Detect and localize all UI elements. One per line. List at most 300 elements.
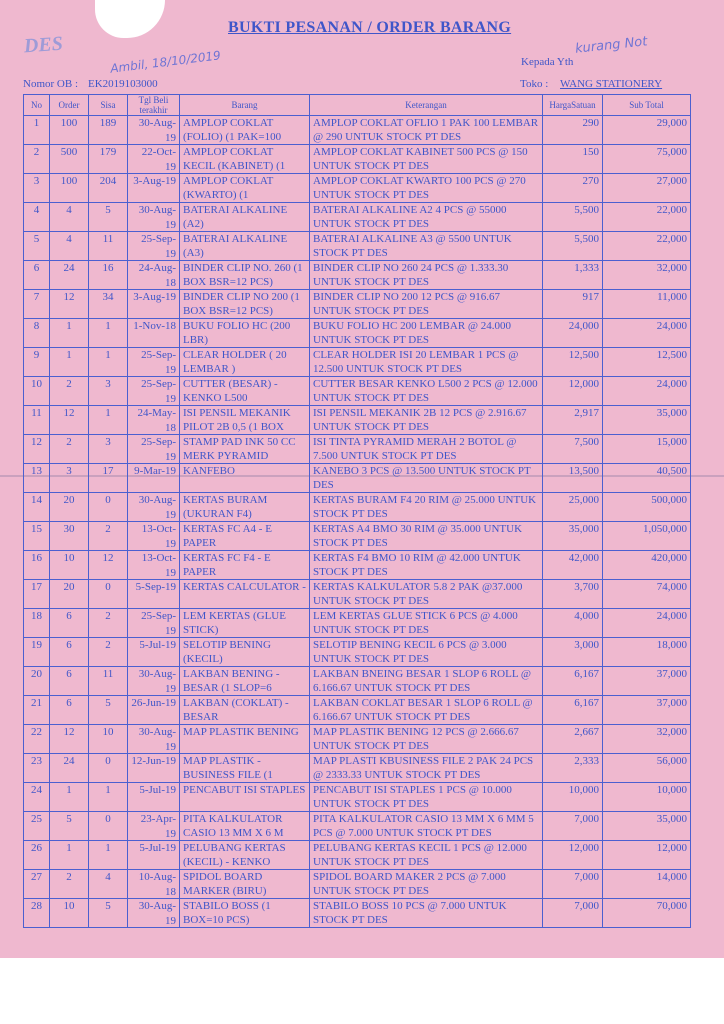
remaining-qty-text: 11 xyxy=(102,668,114,680)
torn-corner xyxy=(95,0,165,38)
unit-price xyxy=(543,667,603,696)
remaining-qty-text: 0 xyxy=(105,755,111,767)
row-number-text: 2 xyxy=(33,146,40,158)
row-number-text: 12 xyxy=(31,436,42,448)
last-purchase-date-text: 23-Apr-19 xyxy=(140,813,176,840)
item-description-text: LAKBAN COKLAT BESAR 1 SLOP 6 ROLL @ 6.166.67 UNTUK STOCK PT DES xyxy=(313,697,533,723)
sub-total-text: 35,000 xyxy=(656,813,687,825)
column-header-keterangan: Keterangan xyxy=(310,95,543,116)
row-number xyxy=(24,667,50,696)
remaining-qty xyxy=(89,174,128,203)
unit-price xyxy=(543,145,603,174)
unit-price-text: 24,000 xyxy=(568,320,599,332)
item-name-text: KERTAS FC F4 - E PAPER xyxy=(183,552,271,578)
item-description-text: BINDER CLIP NO 260 24 PCS @ 1.333.30 UNTUK STOCK PT DES xyxy=(313,262,509,288)
table-row xyxy=(24,174,691,203)
last-purchase-date xyxy=(128,580,180,609)
unit-price-text: 5,500 xyxy=(574,233,599,245)
store-name: WANG STATIONERY xyxy=(560,78,663,90)
table-row xyxy=(24,406,691,435)
order-qty-text: 1 xyxy=(66,842,72,854)
order-qty-text: 4 xyxy=(66,233,72,245)
last-purchase-date xyxy=(128,261,180,290)
unit-price-text: 10,000 xyxy=(568,784,599,796)
row-number xyxy=(24,899,50,928)
table-row xyxy=(24,696,691,725)
unit-price-text: 5,500 xyxy=(574,204,599,216)
last-purchase-date xyxy=(128,493,180,522)
last-purchase-date-text: 13-Oct-19 xyxy=(141,552,176,579)
row-number xyxy=(24,783,50,812)
sub-total-text: 24,000 xyxy=(656,320,687,332)
order-qty xyxy=(50,812,89,841)
last-purchase-date xyxy=(128,725,180,754)
unit-price-text: 13,500 xyxy=(568,465,599,477)
item-description-text: PELUBANG KERTAS KECIL 1 PCS @ 12.000 UNTUK STOCK PT DES xyxy=(313,842,527,868)
sub-total xyxy=(603,783,691,812)
item-description xyxy=(310,261,543,290)
order-qty xyxy=(50,580,89,609)
order-qty xyxy=(50,319,89,348)
order-qty xyxy=(50,377,89,406)
item-name xyxy=(180,348,310,377)
item-description-text: AMPLOP COKLAT KWARTO 100 PCS @ 270 UNTUK STOCK PT DES xyxy=(313,175,526,201)
last-purchase-date xyxy=(128,870,180,899)
row-number xyxy=(24,348,50,377)
last-purchase-date-text: 10-Aug-18 xyxy=(138,871,176,898)
unit-price-text: 12,000 xyxy=(568,842,599,854)
item-name-text: BINDER CLIP NO 200 (1 BOX BSR=12 PCS) xyxy=(183,291,300,317)
order-qty-text: 1 xyxy=(66,349,72,361)
sub-total xyxy=(603,406,691,435)
item-name-text: PELUBANG KERTAS (KECIL) - KENKO xyxy=(183,842,286,868)
remaining-qty xyxy=(89,232,128,261)
unit-price-text: 7,000 xyxy=(574,813,599,825)
item-description-text: MAP PLASTIK BENING 12 PCS @ 2.666.67 UNTUK STOCK PT DES xyxy=(313,726,519,752)
item-description xyxy=(310,493,543,522)
sub-total-text: 11,000 xyxy=(657,291,687,303)
sub-total-text: 32,000 xyxy=(656,262,687,274)
last-purchase-date xyxy=(128,174,180,203)
sub-total xyxy=(603,870,691,899)
table-row xyxy=(24,841,691,870)
item-name xyxy=(180,290,310,319)
row-number xyxy=(24,290,50,319)
item-description xyxy=(310,435,543,464)
remaining-qty-text: 5 xyxy=(105,204,111,216)
sub-total xyxy=(603,319,691,348)
order-qty-text: 2 xyxy=(66,436,72,448)
order-qty-text: 10 xyxy=(63,552,75,564)
order-number-label: Nomor OB : xyxy=(23,78,78,90)
last-purchase-date-text: 1-Nov-18 xyxy=(133,320,176,332)
row-number-text: 27 xyxy=(31,871,42,883)
last-purchase-date-text: 30-Aug-19 xyxy=(138,668,176,695)
unit-price-text: 150 xyxy=(582,146,599,158)
item-name xyxy=(180,174,310,203)
table-row xyxy=(24,290,691,319)
item-description xyxy=(310,319,543,348)
row-number-text: 13 xyxy=(31,465,42,477)
item-description-text: BUKU FOLIO HC 200 LEMBAR @ 24.000 UNTUK STOCK PT DES xyxy=(313,320,512,346)
order-qty xyxy=(50,870,89,899)
item-name-text: AMPLOP COKLAT KECIL (KABINET) (1 xyxy=(183,146,286,172)
item-name-text: ISI PENSIL MEKANIK PILOT 2B 0,5 (1 BOX xyxy=(183,407,291,433)
sub-total xyxy=(603,203,691,232)
unit-price-text: 2,667 xyxy=(574,726,599,738)
unit-price xyxy=(543,464,603,493)
order-qty xyxy=(50,638,89,667)
order-qty xyxy=(50,406,89,435)
item-name xyxy=(180,725,310,754)
unit-price xyxy=(543,696,603,725)
last-purchase-date xyxy=(128,667,180,696)
item-description xyxy=(310,116,543,145)
unit-price-text: 12,500 xyxy=(568,349,599,361)
item-description-text: BATERAI ALKALINE A2 4 PCS @ 55000 UNTUK STOCK PT DES xyxy=(313,204,507,230)
row-number xyxy=(24,319,50,348)
order-qty xyxy=(50,493,89,522)
remaining-qty xyxy=(89,870,128,899)
item-name-text: PENCABUT ISI STAPLES xyxy=(183,784,306,796)
unit-price-text: 3,700 xyxy=(574,581,599,593)
order-qty xyxy=(50,899,89,928)
order-qty-text: 12 xyxy=(63,291,75,303)
table-row xyxy=(24,319,691,348)
item-name xyxy=(180,783,310,812)
remaining-qty xyxy=(89,406,128,435)
item-description-text: PENCABUT ISI STAPLES 1 PCS @ 10.000 UNTUK STOCK PT DES xyxy=(313,784,512,810)
row-number-text: 15 xyxy=(31,523,42,535)
remaining-qty-text: 16 xyxy=(102,262,114,274)
last-purchase-date-text: 24-May-18 xyxy=(137,407,176,434)
sub-total-text: 56,000 xyxy=(656,755,687,767)
order-qty-text: 20 xyxy=(63,494,75,506)
remaining-qty xyxy=(89,667,128,696)
item-name-text: AMPLOP COKLAT (KWARTO) (1 xyxy=(183,175,274,201)
row-number-text: 25 xyxy=(31,813,42,825)
last-purchase-date-text: 3-Aug-19 xyxy=(133,291,176,303)
sub-total xyxy=(603,812,691,841)
row-number-text: 20 xyxy=(31,668,42,680)
item-name-text: MAP PLASTIK - BUSINESS FILE (1 xyxy=(183,755,273,781)
last-purchase-date xyxy=(128,116,180,145)
item-description xyxy=(310,522,543,551)
sub-total-text: 40,500 xyxy=(656,465,687,477)
unit-price-text: 6,167 xyxy=(574,668,599,680)
unit-price-text: 290 xyxy=(582,117,599,129)
item-name xyxy=(180,261,310,290)
order-qty xyxy=(50,203,89,232)
last-purchase-date xyxy=(128,435,180,464)
item-description-text: CLEAR HOLDER ISI 20 LEMBAR 1 PCS @ 12.500 UNTUK STOCK PT DES xyxy=(313,349,519,375)
last-purchase-date xyxy=(128,348,180,377)
remaining-qty xyxy=(89,348,128,377)
item-description xyxy=(310,609,543,638)
remaining-qty-text: 1 xyxy=(105,784,111,796)
table-row xyxy=(24,638,691,667)
column-header-harga-satuan: HargaSatuan xyxy=(543,95,603,116)
last-purchase-date-text: 5-Jul-19 xyxy=(139,784,176,796)
last-purchase-date xyxy=(128,319,180,348)
last-purchase-date-text: 30-Aug-19 xyxy=(138,900,176,927)
unit-price xyxy=(543,725,603,754)
last-purchase-date xyxy=(128,696,180,725)
item-name-text: STABILO BOSS (1 BOX=10 PCS) xyxy=(183,900,271,926)
item-name-text: BUKU FOLIO HC (200 LBR) xyxy=(183,320,291,346)
unit-price-text: 917 xyxy=(582,291,599,303)
last-purchase-date xyxy=(128,812,180,841)
item-description-text: KERTAS F4 BMO 10 RIM @ 42.000 UNTUK STOCK PT DES xyxy=(313,552,521,578)
row-number-text: 10 xyxy=(31,378,42,390)
sub-total xyxy=(603,841,691,870)
unit-price-text: 7,000 xyxy=(574,871,599,883)
unit-price xyxy=(543,290,603,319)
remaining-qty-text: 2 xyxy=(105,610,111,622)
order-qty-text: 4 xyxy=(66,204,72,216)
row-number-text: 28 xyxy=(31,900,42,912)
remaining-qty xyxy=(89,522,128,551)
item-description xyxy=(310,406,543,435)
unit-price-text: 3,000 xyxy=(574,639,599,651)
item-description xyxy=(310,551,543,580)
item-name xyxy=(180,406,310,435)
last-purchase-date-text: 24-Aug-18 xyxy=(138,262,176,289)
row-number-text: 1 xyxy=(33,117,40,129)
item-name-text: KERTAS FC A4 - E PAPER xyxy=(183,523,272,549)
item-name xyxy=(180,377,310,406)
remaining-qty-text: 1 xyxy=(105,842,111,854)
last-purchase-date-text: 25-Sep-19 xyxy=(141,233,176,260)
last-purchase-date-text: 30-Aug-19 xyxy=(138,494,176,521)
item-name xyxy=(180,609,310,638)
sub-total-text: 75,000 xyxy=(656,146,687,158)
item-name-text: LAKBAN (COKLAT) - BESAR xyxy=(183,697,289,723)
last-purchase-date-text: 30-Aug-19 xyxy=(138,117,176,144)
last-purchase-date-text: 5-Jul-19 xyxy=(139,842,176,854)
unit-price-text: 7,000 xyxy=(574,900,599,912)
item-name xyxy=(180,435,310,464)
item-name xyxy=(180,145,310,174)
remaining-qty-text: 179 xyxy=(99,146,117,158)
sub-total-text: 22,000 xyxy=(656,204,687,216)
unit-price xyxy=(543,783,603,812)
row-number-text: 14 xyxy=(31,494,42,506)
item-description xyxy=(310,841,543,870)
last-purchase-date xyxy=(128,551,180,580)
item-name-text: SELOTIP BENING (KECIL) xyxy=(183,639,271,665)
recipient-label: Kepada Yth xyxy=(521,56,574,68)
sub-total-text: 15,000 xyxy=(656,436,687,448)
unit-price-text: 6,167 xyxy=(574,697,599,709)
row-number-text: 17 xyxy=(31,581,42,593)
item-description-text: AMPLOP COKLAT KABINET 500 PCS @ 150 UNTUK STOCK PT DES xyxy=(313,146,528,172)
order-qty xyxy=(50,464,89,493)
row-number-text: 11 xyxy=(31,407,42,419)
item-description xyxy=(310,696,543,725)
sub-total xyxy=(603,290,691,319)
remaining-qty-text: 1 xyxy=(105,407,111,419)
remaining-qty xyxy=(89,783,128,812)
row-number xyxy=(24,812,50,841)
remaining-qty-text: 3 xyxy=(105,436,111,448)
document-title: BUKTI PESANAN / ORDER BARANG xyxy=(228,19,512,36)
item-name xyxy=(180,522,310,551)
item-name-text: SPIDOL BOARD MARKER (BIRU) xyxy=(183,871,267,897)
handwritten-note-right: kurang Not xyxy=(574,34,649,57)
item-description xyxy=(310,377,543,406)
remaining-qty xyxy=(89,319,128,348)
handwritten-note-left: Ambil, 18/10/2019 xyxy=(109,48,222,76)
unit-price xyxy=(543,203,603,232)
order-qty xyxy=(50,783,89,812)
sub-total-text: 27,000 xyxy=(656,175,687,187)
item-description-text: KERTAS BURAM F4 20 RIM @ 25.000 UNTUK STOCK PT DES xyxy=(313,494,537,520)
item-name xyxy=(180,551,310,580)
item-description-text: MAP PLASTI KBUSINESS FILE 2 PAK 24 PCS @ 2333.33 UNTUK STOCK PT DES xyxy=(313,755,534,781)
item-name xyxy=(180,812,310,841)
item-description-text: LAKBAN BNEING BESAR 1 SLOP 6 ROLL @ 6.166.67 UNTUK STOCK PT DES xyxy=(313,668,532,694)
item-name xyxy=(180,638,310,667)
item-description xyxy=(310,812,543,841)
unit-price-text: 12,000 xyxy=(568,378,599,390)
remaining-qty-text: 5 xyxy=(105,900,111,912)
row-number-text: 22 xyxy=(31,726,42,738)
table-row xyxy=(24,116,691,145)
item-description xyxy=(310,870,543,899)
remaining-qty-text: 4 xyxy=(105,871,111,883)
item-description-text: SELOTIP BENING KECIL 6 PCS @ 3.000 UNTUK STOCK PT DES xyxy=(313,639,507,665)
remaining-qty xyxy=(89,696,128,725)
remaining-qty-text: 0 xyxy=(105,813,111,825)
item-name-text: BATERAI ALKALINE (A2) xyxy=(183,204,288,230)
order-qty-text: 1 xyxy=(66,320,72,332)
order-qty xyxy=(50,145,89,174)
unit-price xyxy=(543,754,603,783)
unit-price xyxy=(543,116,603,145)
item-name-text: KERTAS BURAM (UKURAN F4) xyxy=(183,494,268,520)
last-purchase-date xyxy=(128,145,180,174)
sub-total-text: 1,050,000 xyxy=(643,523,687,535)
unit-price xyxy=(543,841,603,870)
last-purchase-date xyxy=(128,783,180,812)
sub-total xyxy=(603,725,691,754)
order-qty-text: 12 xyxy=(63,407,75,419)
order-qty xyxy=(50,116,89,145)
row-number xyxy=(24,232,50,261)
remaining-qty xyxy=(89,435,128,464)
remaining-qty xyxy=(89,377,128,406)
unit-price xyxy=(543,812,603,841)
remaining-qty-text: 2 xyxy=(105,639,111,651)
item-name xyxy=(180,319,310,348)
item-description xyxy=(310,783,543,812)
order-qty xyxy=(50,725,89,754)
unit-price xyxy=(543,522,603,551)
unit-price xyxy=(543,406,603,435)
item-description-text: ISI PENSIL MEKANIK 2B 12 PCS @ 2.916.67 UNTUK STOCK PT DES xyxy=(313,407,527,433)
last-purchase-date-text: 5-Sep-19 xyxy=(135,581,176,593)
item-name xyxy=(180,667,310,696)
remaining-qty xyxy=(89,145,128,174)
sub-total-text: 74,000 xyxy=(656,581,687,593)
row-number-text: 16 xyxy=(31,552,42,564)
table-row xyxy=(24,522,691,551)
order-qty-text: 6 xyxy=(66,668,72,680)
sub-total xyxy=(603,435,691,464)
item-name-text: LAKBAN BENING - BESAR (1 SLOP=6 xyxy=(183,668,280,694)
remaining-qty xyxy=(89,290,128,319)
sub-total-text: 37,000 xyxy=(656,697,687,709)
row-number xyxy=(24,754,50,783)
last-purchase-date xyxy=(128,290,180,319)
sub-total-text: 29,000 xyxy=(656,117,687,129)
remaining-qty-text: 204 xyxy=(99,175,117,187)
table-row xyxy=(24,667,691,696)
item-description xyxy=(310,174,543,203)
sub-total xyxy=(603,638,691,667)
item-description xyxy=(310,899,543,928)
item-description xyxy=(310,464,543,493)
sub-total xyxy=(603,348,691,377)
unit-price xyxy=(543,899,603,928)
order-qty xyxy=(50,609,89,638)
row-number xyxy=(24,841,50,870)
row-number xyxy=(24,696,50,725)
item-description-text: KANEBO 3 PCS @ 13.500 UNTUK STOCK PT DES xyxy=(313,465,531,491)
row-number-text: 19 xyxy=(31,639,42,651)
table-row xyxy=(24,870,691,899)
last-purchase-date xyxy=(128,464,180,493)
item-description-text: BINDER CLIP NO 200 12 PCS @ 916.67 UNTUK STOCK PT DES xyxy=(313,291,500,317)
item-name-text: BINDER CLIP NO. 260 (1 BOX BSR=12 PCS) xyxy=(183,262,303,288)
order-qty xyxy=(50,232,89,261)
order-qty-text: 6 xyxy=(66,610,72,622)
last-purchase-date xyxy=(128,232,180,261)
item-description-text: SPIDOL BOARD MAKER 2 PCS @ 7.000 UNTUK STOCK PT DES xyxy=(313,871,506,897)
remaining-qty-text: 2 xyxy=(105,523,111,535)
unit-price-text: 42,000 xyxy=(568,552,599,564)
last-purchase-date-text: 3-Aug-19 xyxy=(133,175,176,187)
unit-price-text: 270 xyxy=(582,175,599,187)
sub-total-text: 32,000 xyxy=(656,726,687,738)
remaining-qty xyxy=(89,754,128,783)
table-row xyxy=(24,609,691,638)
item-description xyxy=(310,667,543,696)
sub-total xyxy=(603,667,691,696)
table-row xyxy=(24,464,691,493)
remaining-qty-text: 10 xyxy=(102,726,114,738)
table-row xyxy=(24,899,691,928)
remaining-qty-text: 0 xyxy=(105,494,111,506)
row-number xyxy=(24,261,50,290)
unit-price xyxy=(543,261,603,290)
item-name xyxy=(180,696,310,725)
remaining-qty-text: 189 xyxy=(99,117,117,129)
order-qty-text: 20 xyxy=(63,581,75,593)
table-row xyxy=(24,435,691,464)
unit-price xyxy=(543,435,603,464)
row-number xyxy=(24,493,50,522)
unit-price xyxy=(543,174,603,203)
unit-price xyxy=(543,609,603,638)
sub-total xyxy=(603,145,691,174)
row-number-text: 6 xyxy=(33,262,40,274)
unit-price xyxy=(543,493,603,522)
item-description-text: LEM KERTAS GLUE STICK 6 PCS @ 4.000 UNTUK STOCK PT DES xyxy=(313,610,518,636)
item-name-text: STAMP PAD INK 50 CC MERK PYRAMID xyxy=(183,436,296,462)
unit-price xyxy=(543,377,603,406)
